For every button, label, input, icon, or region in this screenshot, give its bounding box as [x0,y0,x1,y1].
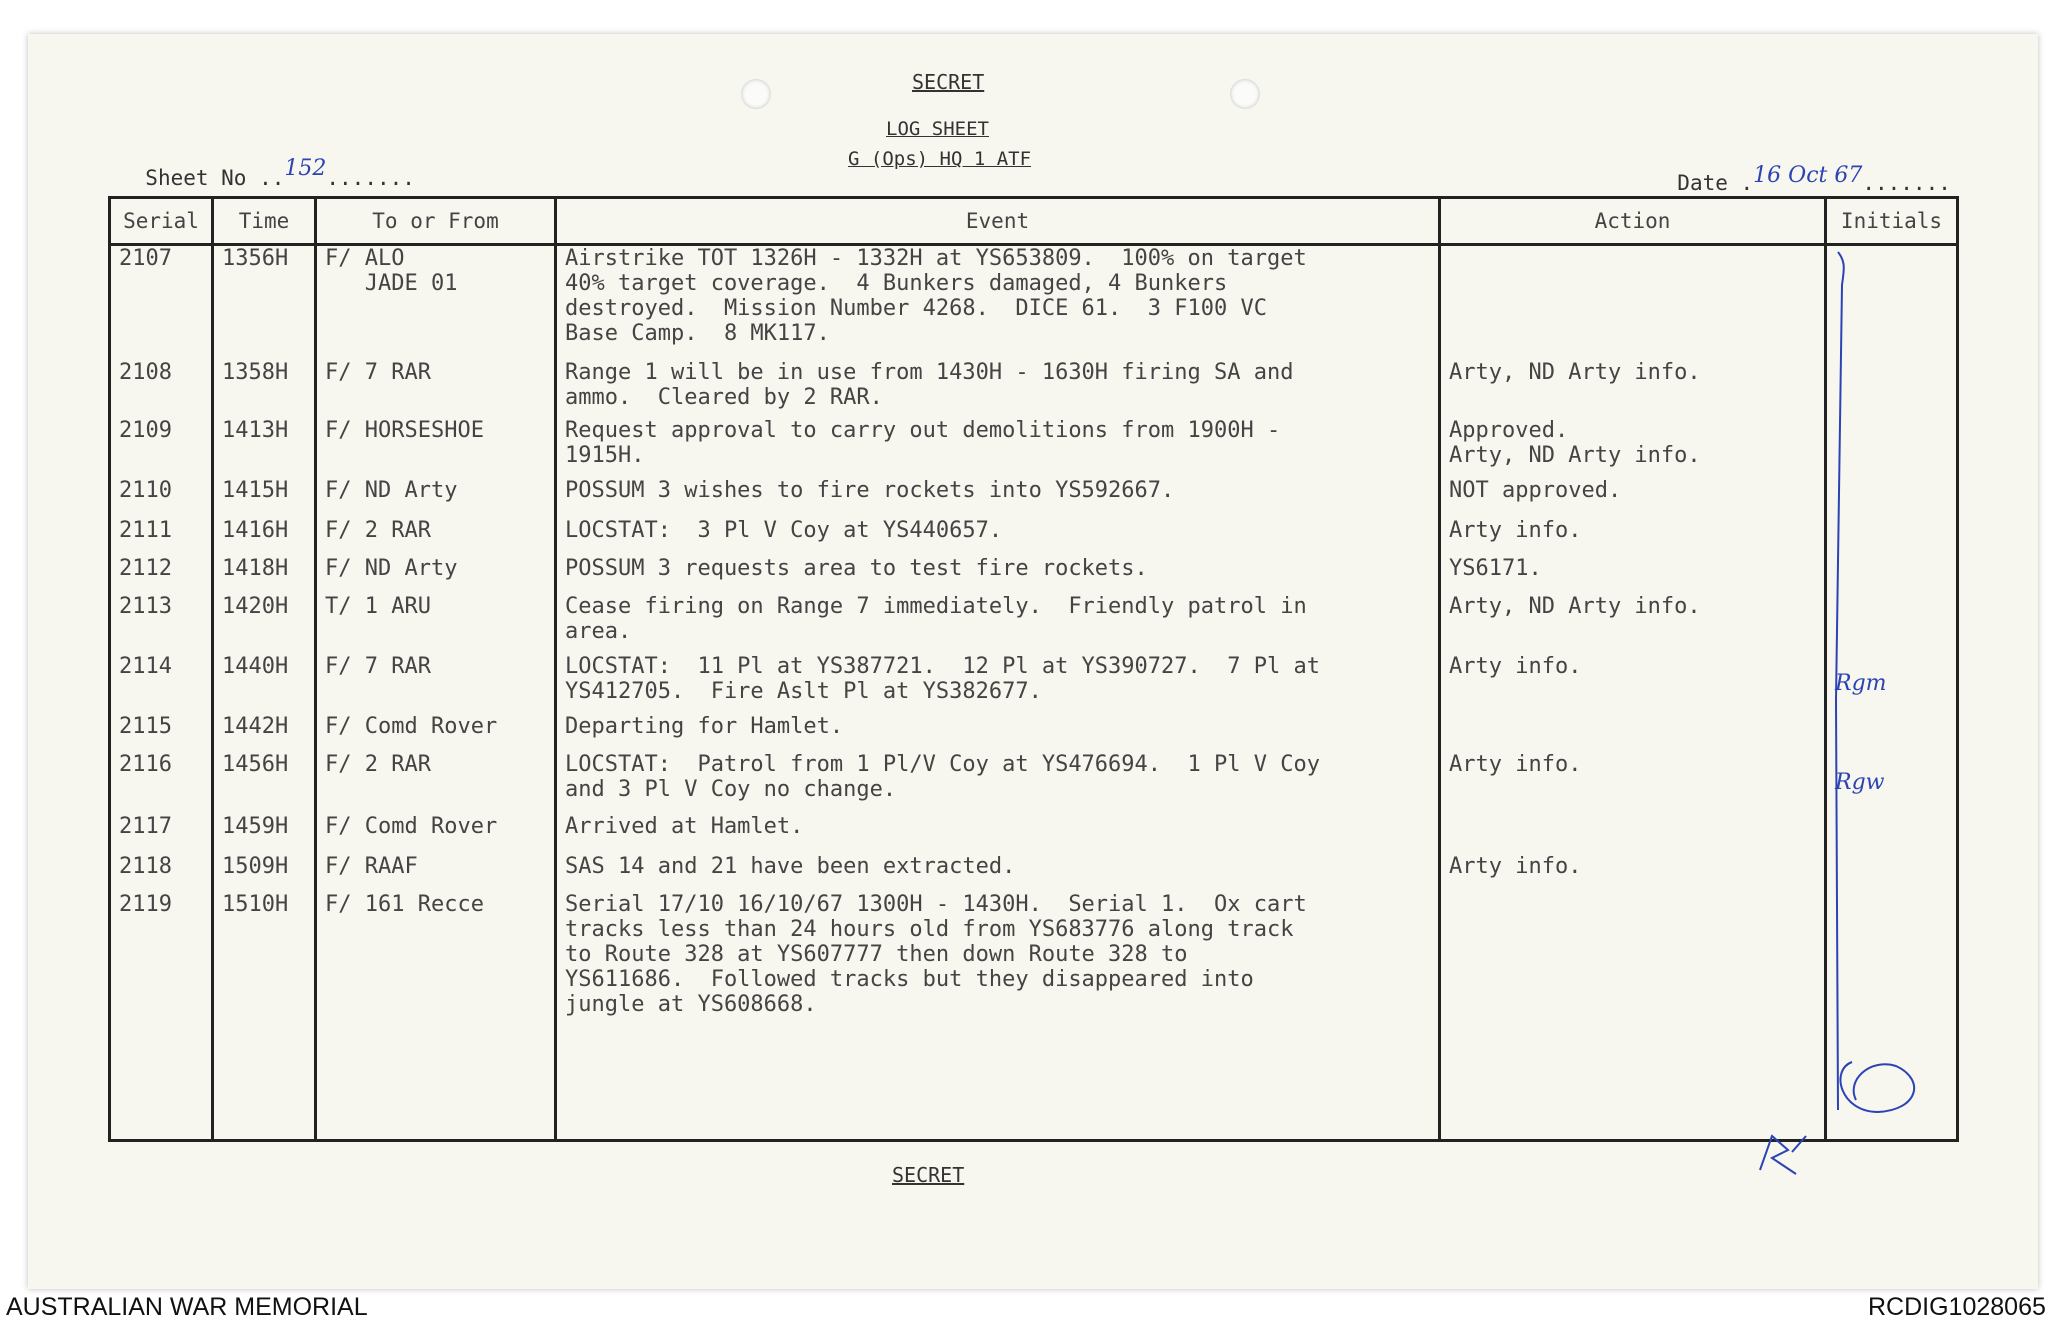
title-line-1: LOG SHEET [886,118,989,140]
col-header-to-from: To or From [316,198,556,245]
serial-cell: 2109 [110,418,213,478]
from-cell: F/ 2 RAR [316,752,556,814]
table-row [110,478,1958,518]
event-cell: LOCSTAT: 11 Pl at YS387721. 12 Pl at YS390727. 7 Pl at YS412705. Fire Aslt Pl at YS382677. [556,654,1440,714]
event-cell: Airstrike TOT 1326H - 1332H at YS653809. 100% on target 40% target coverage. 4 Bunkers damaged, 4 Bunkers destroyed. Mission Number 4268. DICE 61. 3 F100 VC Base Camp. 8 MK117. [556,245,1440,360]
initials-cell [1826,360,1958,418]
institution-credit: AUSTRALIAN WAR MEMORIAL [6,1293,368,1321]
from-cell: F/ 161 Recce [316,892,556,1141]
action-cell: Arty info. [1440,752,1826,814]
serial-cell: 2118 [110,854,213,892]
event-cell: LOCSTAT: 3 Pl V Coy at YS440657. [556,518,1440,556]
time-cell: 1415H [213,478,316,518]
table-row [110,418,1958,478]
sheet-number-label: Sheet No ..152....... [145,156,415,190]
table-header-row [110,198,1958,245]
document-reference: RCDIG1028065 [1868,1293,2046,1321]
event-cell: Cease firing on Range 7 immediately. Friendly patrol in area. [556,594,1440,654]
time-cell: 1413H [213,418,316,478]
table-row [110,854,1958,892]
classification-bottom: SECRET [892,1163,965,1187]
from-cell: F/ 7 RAR [316,654,556,714]
initials-cell [1826,478,1958,518]
action-cell: Arty, ND Arty info. [1440,360,1826,418]
table-row [110,594,1958,654]
serial-cell: 2111 [110,518,213,556]
time-cell: 1510H [213,892,316,1141]
serial-cell: 2107 [110,245,213,360]
table-row [110,360,1958,418]
event-cell: LOCSTAT: Patrol from 1 Pl/V Coy at YS476694. 1 Pl V Coy and 3 Pl V Coy no change. [556,752,1440,814]
punch-hole-right [1230,79,1260,109]
table-row [110,892,1958,1141]
from-cell: F/ RAAF [316,854,556,892]
sheet-label: Sheet No [145,166,247,190]
serial-cell: 2115 [110,714,213,752]
col-header-initials: Initials [1826,198,1958,245]
table-row [110,814,1958,854]
col-header-action: Action [1440,198,1826,245]
from-cell: F/ ALO JADE 01 [316,245,556,360]
initials-cell [1826,892,1958,1141]
initials-cell [1826,418,1958,478]
col-header-event: Event [556,198,1440,245]
initials-cell: Rgm [1826,654,1958,714]
from-cell: F/ ND Arty [316,478,556,518]
serial-cell: 2113 [110,594,213,654]
from-cell: F/ HORSESHOE [316,418,556,478]
action-cell: Arty, ND Arty info. [1440,594,1826,654]
action-cell: NOT approved. [1440,478,1826,518]
initials-cell: Rgw [1826,752,1958,814]
action-cell: Arty info. [1440,654,1826,714]
punch-hole-left [741,79,771,109]
serial-cell: 2119 [110,892,213,1141]
serial-cell: 2110 [110,478,213,518]
action-cell [1440,245,1826,360]
action-cell: YS6171. [1440,556,1826,594]
from-cell: T/ 1 ARU [316,594,556,654]
from-cell: F/ 7 RAR [316,360,556,418]
table-row [110,714,1958,752]
title-line-2: G (Ops) HQ 1 ATF [848,148,1032,170]
initials-cell [1826,714,1958,752]
table-row [110,245,1958,360]
serial-cell: 2117 [110,814,213,854]
time-cell: 1358H [213,360,316,418]
classification-top: SECRET [912,70,985,94]
time-cell: 1440H [213,654,316,714]
from-cell: F/ 2 RAR [316,518,556,556]
date-field: Date .16 Oct 67....... [1677,163,1951,195]
event-cell: Serial 17/10 16/10/67 1300H - 1430H. Serial 1. Ox cart tracks less than 24 hours old from YS683776 along track to Route 328 at YS607777 then down Route 328 to YS611686. Followed tracks but they disappeared into jungle at YS608668. [556,892,1440,1141]
initials-cell [1826,814,1958,854]
col-header-time: Time [213,198,316,245]
action-cell: Arty info. [1440,854,1826,892]
initials-cell [1826,245,1958,360]
action-cell [1440,892,1826,1141]
initials-cell [1826,556,1958,594]
from-cell: F/ Comd Rover [316,714,556,752]
time-cell: 1456H [213,752,316,814]
initials-cell [1826,854,1958,892]
time-cell: 1442H [213,714,316,752]
time-cell: 1459H [213,814,316,854]
initials-cell [1826,518,1958,556]
event-cell: SAS 14 and 21 have been extracted. [556,854,1440,892]
date-label: Date [1677,171,1728,195]
action-cell [1440,814,1826,854]
serial-cell: 2108 [110,360,213,418]
event-cell: Range 1 will be in use from 1430H - 1630H firing SA and ammo. Cleared by 2 RAR. [556,360,1440,418]
serial-cell: 2112 [110,556,213,594]
date-value: 16 Oct 67 [1753,163,1863,188]
event-cell: POSSUM 3 requests area to test fire rockets. [556,556,1440,594]
from-cell: F/ Comd Rover [316,814,556,854]
action-cell [1440,714,1826,752]
event-cell: Request approval to carry out demolitions from 1900H - 1915H. [556,418,1440,478]
event-cell: POSSUM 3 wishes to fire rockets into YS592667. [556,478,1440,518]
event-cell: Departing for Hamlet. [556,714,1440,752]
table-row [110,556,1958,594]
action-cell: Approved. Arty, ND Arty info. [1440,418,1826,478]
table-row [110,518,1958,556]
table-row [110,752,1958,814]
col-header-serial: Serial [110,198,213,245]
initials-cell [1826,594,1958,654]
time-cell: 1356H [213,245,316,360]
serial-cell: 2116 [110,752,213,814]
time-cell: 1509H [213,854,316,892]
log-table [108,196,1959,1142]
event-cell: Arrived at Hamlet. [556,814,1440,854]
from-cell: F/ ND Arty [316,556,556,594]
sheet-number: 152 [284,156,327,181]
time-cell: 1416H [213,518,316,556]
time-cell: 1420H [213,594,316,654]
action-cell: Arty info. [1440,518,1826,556]
serial-cell: 2114 [110,654,213,714]
table-row [110,654,1958,714]
time-cell: 1418H [213,556,316,594]
